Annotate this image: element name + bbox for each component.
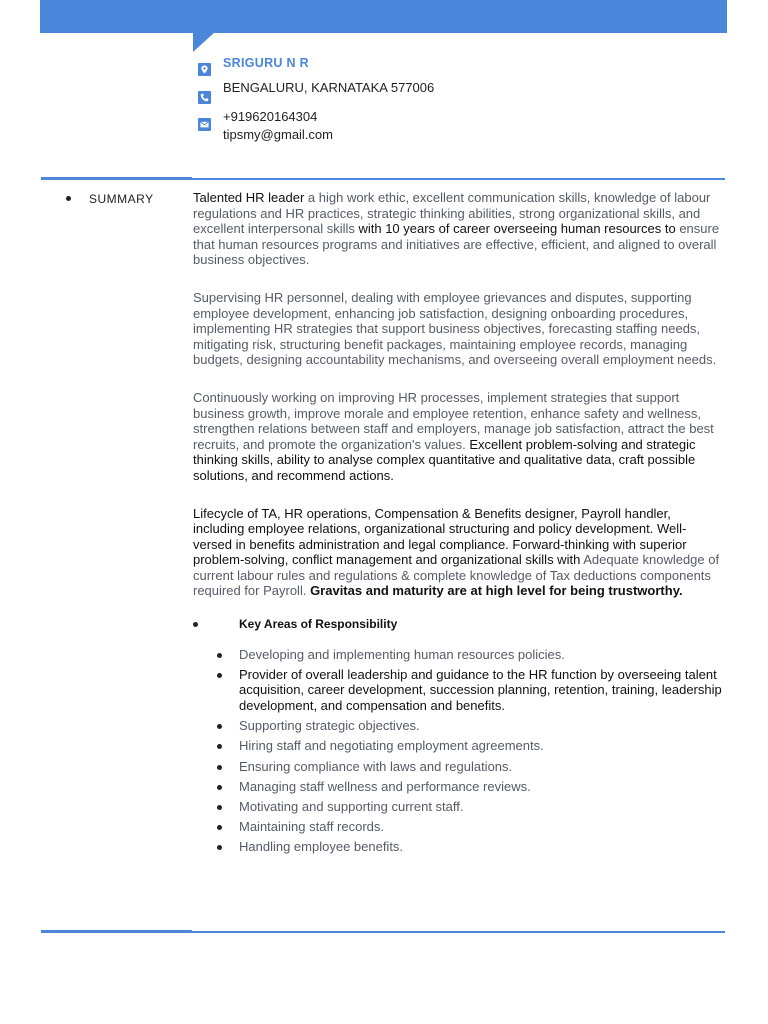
summary-paragraph-3	[193, 390, 723, 484]
summary-p4-body: Lifecycle of TA, HR operations, Compensation & Benefits designer, Payroll handler, including employee relations, organizational structuring and policy development. Well-versed in benefits administration and legal compliance. Forward-thinking with superior problem-solving, conflict management and organizational skills with	[193, 505, 687, 568]
bullet-dot	[217, 785, 222, 790]
key-areas-heading	[215, 617, 723, 633]
bullet-dot	[217, 724, 222, 729]
email-link[interactable]: tipsmy@gmail.com	[223, 127, 333, 142]
location-text: BENGALURU, KARNATAKA 577006	[223, 80, 435, 95]
summary-paragraph-1	[193, 190, 723, 268]
summary-p3-emphasis: Excellent problem-solving and strategic thinking skills, ability to analyse complex quantitative and qualitative data, craft possible solutions, and recommend actions.	[193, 436, 696, 483]
summary-p4-knowledge: Adequate knowledge of current labour rules and regulations & complete knowledge of Tax deductions components required for Payroll.	[193, 552, 720, 599]
location-pin-icon	[198, 63, 211, 76]
header-tab-notch	[193, 32, 215, 52]
list-item-text: Developing and implementing human resources policies.	[239, 646, 565, 662]
list-item	[239, 819, 723, 835]
summary-paragraph-2: Supervising HR personnel, dealing with employee grievances and disputes, supporting employee development, enhancing job satisfaction, designing onboarding procedures, implementing HR strategies that support business objectives, forecasting staffing needs, mitigating risk, structuring benefit packages, maintaining employee records, managing budgets, designing accountability mechanisms, and overseeing overall employment needs.	[193, 289, 717, 368]
summary-p1-emphasis: with 10 years of career overseeing human resources to	[354, 221, 676, 237]
summary-content	[193, 190, 723, 860]
section-label-summary	[66, 192, 154, 206]
key-areas-title: Key Areas of Responsibility	[239, 617, 398, 632]
summary-p1-body: a high work ethic, excellent communication skills, knowledge of labour regulations and HR practices, strategic thinking abilities, strong organizational skills, and excellent interpersonal skills	[193, 190, 711, 237]
divider-bottom-accent	[41, 930, 192, 933]
summary-p1-lead: Talented HR leader	[193, 190, 305, 205]
bullet-dot	[217, 673, 222, 678]
list-item-text: Motivating and supporting current staff.	[239, 798, 464, 814]
list-item-text: Provider of overall leadership and guidance to the HR function by overseeing talent acquisition, career development, succession planning, retention, training, leadership development, and compensation and benefits.	[239, 666, 722, 714]
section-label-text: SUMMARY	[89, 192, 154, 206]
list-item	[239, 839, 723, 855]
bullet-dot	[217, 765, 222, 770]
responsibilities-list	[193, 647, 723, 855]
phone-text: +919620164304	[223, 109, 318, 124]
candidate-name: SRIGURU N R	[223, 56, 309, 70]
list-item	[239, 667, 723, 714]
list-item-text: Hiring staff and negotiating employment agreements.	[239, 738, 544, 754]
header-accent-bar	[40, 0, 727, 33]
list-item	[239, 759, 723, 775]
list-item	[239, 718, 723, 734]
bullet-dot	[193, 622, 198, 627]
email-icon	[198, 118, 211, 131]
bullet-dot	[217, 653, 222, 658]
list-item-text: Handling employee benefits.	[239, 839, 404, 855]
list-item	[239, 647, 723, 663]
divider-top-accent	[41, 177, 192, 180]
bullet-dot	[66, 196, 71, 201]
list-item-text: Maintaining staff records.	[239, 819, 384, 835]
list-item-text: Ensuring compliance with laws and regulations.	[239, 758, 513, 774]
phone-icon	[198, 91, 211, 104]
list-item	[239, 738, 723, 754]
list-item-text: Managing staff wellness and performance reviews.	[239, 778, 531, 794]
bullet-dot	[217, 845, 222, 850]
summary-paragraph-4	[193, 506, 723, 600]
list-item-text: Supporting strategic objectives.	[239, 718, 420, 734]
list-item	[239, 779, 723, 795]
summary-p4-bold: Gravitas and maturity are at high level for being trustworthy.	[306, 583, 683, 599]
bullet-dot	[217, 805, 222, 810]
bullet-dot	[217, 825, 222, 830]
summary-p1-tail: ensure that human resources programs and initiatives are effective, efficient, and aligned to overall business objectives.	[193, 221, 720, 268]
bullet-dot	[217, 744, 222, 749]
summary-p3-body: Continuously working on improving HR processes, implement strategies that support business growth, improve morale and employee retention, enhance safety and wellness, strengthen relations between staff and employers, manage job satisfaction, attract the best recruits, and promote the organization's values.	[193, 389, 714, 452]
list-item	[239, 799, 723, 815]
